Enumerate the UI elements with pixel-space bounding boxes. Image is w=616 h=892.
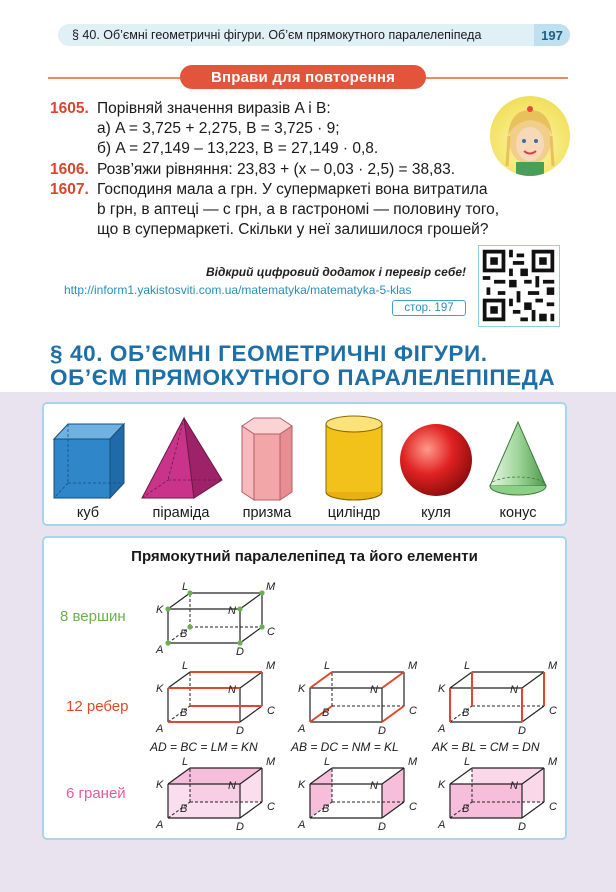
vertex-label: D	[236, 821, 244, 833]
vertex-label: D	[518, 821, 526, 833]
vertex-label: N	[510, 780, 518, 792]
vertex-label: M	[548, 660, 558, 672]
exercise-1606	[50, 160, 455, 179]
shape-label-cone: конус	[499, 505, 537, 521]
elements-panel	[42, 536, 567, 840]
vertex-label: C	[549, 705, 557, 717]
vertex-label: L	[324, 756, 331, 768]
vertex-label: N	[370, 780, 378, 792]
elements-title: Прямокутний паралелепіпед та його елементи	[131, 548, 478, 565]
vertex-label: K	[156, 604, 164, 616]
vertex-label: A	[156, 644, 164, 656]
edge-line	[240, 802, 262, 818]
exercise-text: що в супермаркеті. Скільки у неї залишилося грошей?	[97, 221, 489, 238]
vertex-label: L	[324, 660, 331, 672]
exercise-number: 1605.	[50, 100, 89, 117]
vertex-label: A	[438, 723, 446, 735]
vertex-label: D	[378, 725, 386, 737]
qr-code[interactable]	[478, 245, 560, 327]
vertex-label: K	[156, 683, 164, 695]
vertex-label: C	[267, 626, 275, 638]
exercise-text: б) A = 27,149 – 13,223, B = 27,149 · 0,8.	[97, 140, 379, 157]
vertex-label: B	[322, 707, 330, 719]
girl-illustration	[490, 96, 570, 176]
edge-line	[168, 672, 190, 688]
exercise-number: 1607.	[50, 181, 89, 198]
vertex-label: D	[378, 821, 386, 833]
edge-line	[522, 672, 544, 688]
section-title	[50, 342, 555, 390]
edge-line	[240, 593, 262, 609]
vertex-dot	[187, 624, 192, 629]
vertex-dot	[237, 606, 242, 611]
vertex-label: A	[298, 819, 306, 831]
page-reference[interactable]: стор. 197	[392, 300, 466, 316]
exercise-text: Господиня мала a грн. У супермаркеті вона витратила	[97, 181, 488, 198]
digital-url[interactable]: http://inform1.yakistosviti.com.ua/matematyka/matematyka-5-klas	[64, 283, 412, 297]
running-header	[58, 24, 570, 46]
vertex-label: L	[182, 756, 189, 768]
highlight-edge	[310, 672, 332, 688]
vertex-label: B	[180, 628, 188, 640]
shape-label-prism: призма	[242, 505, 292, 521]
vertex-label: K	[298, 683, 306, 695]
vertex-label: A	[156, 819, 164, 831]
vertex-label: B	[180, 803, 188, 815]
edge-line	[522, 802, 544, 818]
pyramid-figure	[142, 418, 222, 498]
shape-label-sphere: куля	[421, 505, 451, 521]
exercise-number: 1606.	[50, 161, 89, 178]
page-number: 197	[534, 24, 570, 46]
vertex-label: C	[409, 801, 417, 813]
vertex-label: K	[438, 779, 446, 791]
vertex-label: M	[266, 756, 276, 768]
vertex-dot	[259, 590, 264, 595]
shape-label-cylinder: циліндр	[327, 505, 381, 521]
edge-line	[240, 706, 262, 722]
edge-line	[240, 672, 262, 688]
shape-label-cube: куб	[76, 505, 100, 521]
face-fill	[190, 768, 262, 802]
vertex-label: D	[236, 646, 244, 658]
repetition-banner: Вправи для повторення	[180, 65, 426, 89]
digital-prompt: Відкрий цифровий додаток і перевір себе!	[205, 265, 466, 279]
vertex-label: N	[228, 684, 236, 696]
vertex-dot	[259, 624, 264, 629]
vertex-label: A	[156, 723, 164, 735]
vertex-label: M	[408, 756, 418, 768]
edge-line	[450, 768, 472, 784]
cylinder-figure	[326, 416, 382, 500]
edge-line	[240, 627, 262, 643]
vertex-label: A	[298, 723, 306, 735]
section-title-line1: § 40. ОБ’ЄМНІ ГЕОМЕТРИЧНІ ФІГУРИ.	[50, 341, 488, 366]
shapes-panel	[42, 402, 567, 526]
vertex-label: D	[518, 725, 526, 737]
faces-label: 6 граней	[66, 785, 126, 802]
vertex-label: C	[549, 801, 557, 813]
edge-line	[168, 593, 190, 609]
vertex-label: M	[266, 660, 276, 672]
vertex-label: M	[408, 660, 418, 672]
exercise-1605	[50, 99, 379, 157]
vertex-label: K	[438, 683, 446, 695]
vertex-dot	[187, 590, 192, 595]
vertex-label: C	[267, 801, 275, 813]
vertex-label: N	[228, 780, 236, 792]
vertex-label: C	[409, 705, 417, 717]
vertex-label: L	[464, 756, 471, 768]
cube-figure	[54, 424, 124, 498]
prism-figure	[242, 418, 292, 500]
vertex-label: L	[464, 660, 471, 672]
cone-figure	[490, 422, 546, 495]
exercise-1607	[50, 180, 500, 238]
equality-1: AD = BC = LM = KN	[150, 740, 258, 754]
vertex-label: K	[298, 779, 306, 791]
highlight-edge	[382, 706, 404, 722]
running-title: § 40. Об’ємні геометричні фігури. Об’єм прямокутного паралелепіпеда	[72, 28, 482, 42]
vertex-label: B	[322, 803, 330, 815]
exercise-text: b грн, в аптеці — c грн, а в гастрономі — половину того,	[97, 201, 500, 218]
vertex-label: M	[548, 756, 558, 768]
equality-3: AK = BL = CM = DN	[432, 740, 540, 754]
vertex-label: B	[180, 707, 188, 719]
vertex-label: A	[438, 819, 446, 831]
vertex-label: N	[370, 684, 378, 696]
vertex-label: D	[236, 725, 244, 737]
section-title-line2: ОБ’ЄМ ПРЯМОКУТНОГО ПАРАЛЕЛЕПІПЕДА	[50, 365, 556, 390]
highlight-edge	[382, 672, 404, 688]
vertex-label: K	[156, 779, 164, 791]
vertex-label: B	[462, 707, 470, 719]
edge-line	[450, 672, 472, 688]
edges-label: 12 ребер	[66, 698, 129, 715]
equality-2: AB = DC = NM = KL	[291, 740, 399, 754]
vertex-label: N	[510, 684, 518, 696]
vertex-dot	[165, 606, 170, 611]
vertex-label: L	[182, 660, 189, 672]
exercise-text: а) A = 3,725 + 2,275, B = 3,725 · 9;	[97, 120, 340, 137]
vertex-label: M	[266, 581, 276, 593]
vertices-label: 8 вершин	[60, 608, 126, 625]
vertex-label: N	[228, 605, 236, 617]
exercise-text: Порівняй значення виразів A і B:	[97, 100, 331, 117]
parallelepiped-diagrams	[44, 538, 565, 838]
edge-line	[522, 706, 544, 722]
vertex-label: B	[462, 803, 470, 815]
face-fill	[472, 768, 544, 802]
vertex-label: C	[267, 705, 275, 717]
shape-label-pyramid: піраміда	[152, 505, 210, 521]
vertex-dot	[237, 640, 242, 645]
sphere-figure	[400, 424, 472, 496]
vertex-label: L	[182, 581, 189, 593]
exercise-text: Розв’яжи рівняння: 23,83 + (x – 0,03 · 2,5) = 38,83.	[97, 161, 455, 178]
vertex-dot	[165, 640, 170, 645]
